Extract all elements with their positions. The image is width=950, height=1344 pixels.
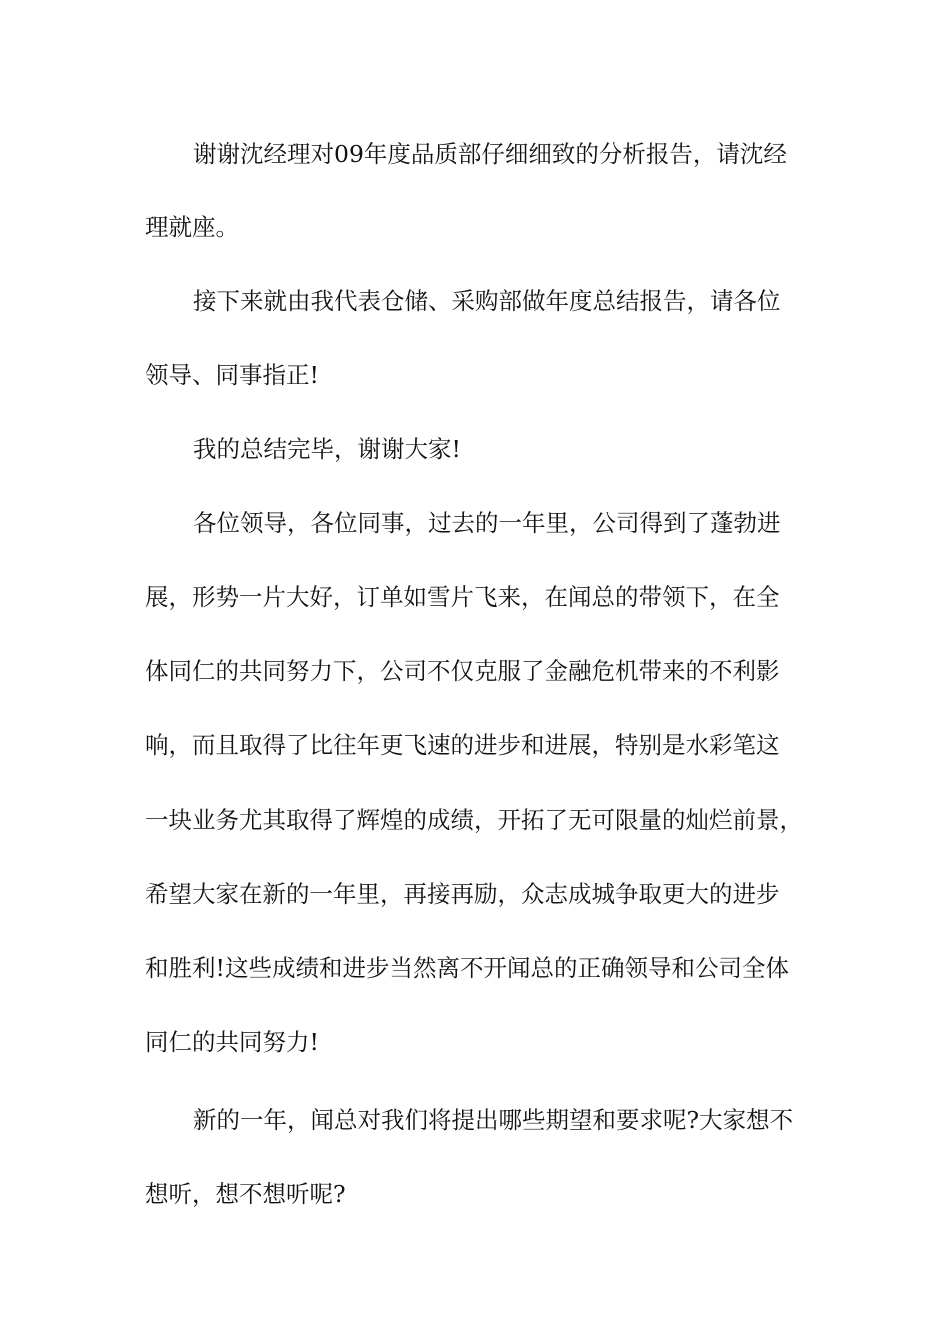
paragraph-4-line-2: 展，形势一片大好，订单如雪片飞来，在闻总的带领下，在全 — [145, 583, 780, 611]
paragraph-4-line-6: 希望大家在新的一年里，再接再励，众志成城争取更大的进步 — [145, 880, 780, 908]
paragraph-4-line-4: 响，而且取得了比往年更飞速的进步和进展，特别是水彩笔这 — [145, 731, 780, 759]
paragraph-1-line-1: 谢谢沈经理对09年度品质部仔细细致的分析报告，请沈经 — [193, 140, 787, 168]
paragraph-2-line-1: 接下来就由我代表仓储、采购部做年度总结报告，请各位 — [193, 287, 781, 315]
paragraph-1-line-2: 理就座。 — [145, 213, 239, 241]
paragraph-4-line-1: 各位领导，各位同事，过去的一年里，公司得到了蓬勃进 — [193, 509, 781, 537]
paragraph-3-line-1: 我的总结完毕，谢谢大家! — [193, 435, 461, 463]
paragraph-5-line-2: 想听，想不想听呢? — [145, 1180, 346, 1208]
paragraph-4-line-7: 和胜利!这些成绩和进步当然离不开闻总的正确领导和公司全体 — [145, 954, 789, 982]
paragraph-2-line-2: 领导、同事指正! — [145, 361, 319, 389]
paragraph-4-line-3: 体同仁的共同努力下，公司不仅克服了金融危机带来的不利影 — [145, 657, 780, 685]
paragraph-4-line-8: 同仁的共同努力! — [145, 1028, 319, 1056]
paragraph-5-line-1: 新的一年，闻总对我们将提出哪些期望和要求呢?大家想不 — [193, 1106, 794, 1134]
paragraph-4-line-5: 一块业务尤其取得了辉煌的成绩，开拓了无可限量的灿烂前景， — [145, 806, 803, 834]
